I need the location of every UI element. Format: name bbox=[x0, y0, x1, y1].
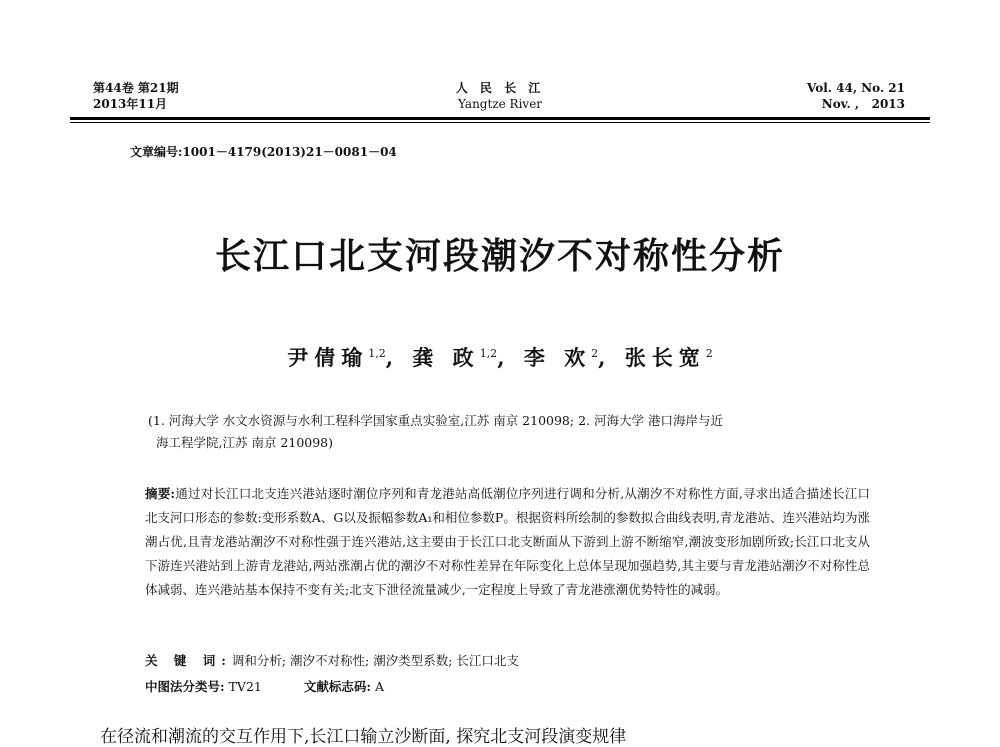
doc-code-label: 文献标志码: bbox=[303, 679, 371, 694]
article-number: 文章编号:1001－4179(2013)21－0081－04 bbox=[130, 145, 397, 159]
author-list bbox=[0, 342, 1000, 372]
abstract bbox=[145, 482, 870, 602]
header-date-cn: 2013年11月 bbox=[93, 97, 168, 111]
abstract-text: 通过对长江口北支连兴港站逐时潮位序列和青龙港站高低潮位序列进行调和分析,从潮汐不对称性方面,寻求出适合描述长江口北支河口形态的参数:变形系数A、G以及振幅参数A₁和相位参数P。根据资料所绘制的参数拟合曲线表明,青龙港站、连兴港站均为涨潮占优,且青龙港站潮汐不对称性强于连兴港站,这主要由于长江口北支断面从下游到上游不断缩窄,潮波变形加剧所致;长江口北支从下游连兴港站到上游青龙港站,两站涨潮占优的潮汐不对称性差异在年际变化上总体呈现加强趋势,其主要与青龙港站潮汐不对称性总体减弱、连兴港站基本保持不变有关;北支下泄径流量减少,一定程度上导致了青龙港涨潮优势特性的减弱。 bbox=[145, 486, 870, 597]
keywords-label: 关 键 词: bbox=[145, 653, 232, 668]
author-affiliation-mark: 1,2 bbox=[368, 347, 386, 360]
author-name: 尹倩瑜 bbox=[287, 345, 369, 370]
affiliations bbox=[148, 410, 868, 454]
header-volume-date-en bbox=[807, 80, 905, 112]
abstract-label: 摘要: bbox=[145, 486, 176, 501]
header-rule-thin bbox=[70, 122, 930, 123]
affiliation-line-2: 海工程学院,江苏 南京 210098) bbox=[156, 435, 334, 450]
header-rule-thick bbox=[70, 117, 930, 120]
author-name: 李 欢 bbox=[523, 345, 592, 370]
author-separator: , bbox=[497, 345, 511, 370]
author-affiliation-mark: 1,2 bbox=[479, 347, 498, 360]
author-affiliation-mark: 2 bbox=[705, 347, 713, 360]
keywords bbox=[145, 651, 519, 669]
header-volume-date-cn bbox=[93, 80, 179, 112]
header-journal-en: Yangtze River bbox=[457, 97, 543, 111]
body-text-start: 在径流和潮流的交互作用下,长江口输立沙断面, 探究北支河段演变规律 bbox=[100, 727, 627, 747]
doc-code-value: A bbox=[371, 679, 385, 694]
header-volume-en: Vol. 44, No. 21 bbox=[807, 81, 905, 95]
clc-label: 中图法分类号: bbox=[145, 679, 225, 694]
header-journal-cn: 人 民 长 江 bbox=[455, 81, 545, 95]
author-name: 张长宽 bbox=[624, 345, 706, 370]
author-separator: , bbox=[385, 345, 400, 370]
author-separator: , bbox=[598, 345, 612, 370]
paper-title: 长江口北支河段潮汐不对称性分析 bbox=[214, 236, 785, 277]
author-name: 龚 政 bbox=[412, 345, 480, 370]
header-date-en: Nov. , 2013 bbox=[821, 97, 905, 111]
header-journal bbox=[400, 80, 600, 112]
clc-value: TV21 bbox=[224, 679, 262, 694]
keywords-text: 调和分析; 潮汐不对称性; 潮汐类型系数; 长江口北支 bbox=[231, 653, 519, 668]
affiliation-line-1: (1. 河海大学 水文水资源与水利工程科学国家重点实验室,江苏 南京 210098; 2. 河海大学 港口海岸与近 bbox=[148, 413, 723, 428]
author-affiliation-mark: 2 bbox=[591, 347, 599, 360]
classification bbox=[145, 677, 384, 695]
header-volume-cn: 第44卷 第21期 bbox=[93, 81, 179, 95]
